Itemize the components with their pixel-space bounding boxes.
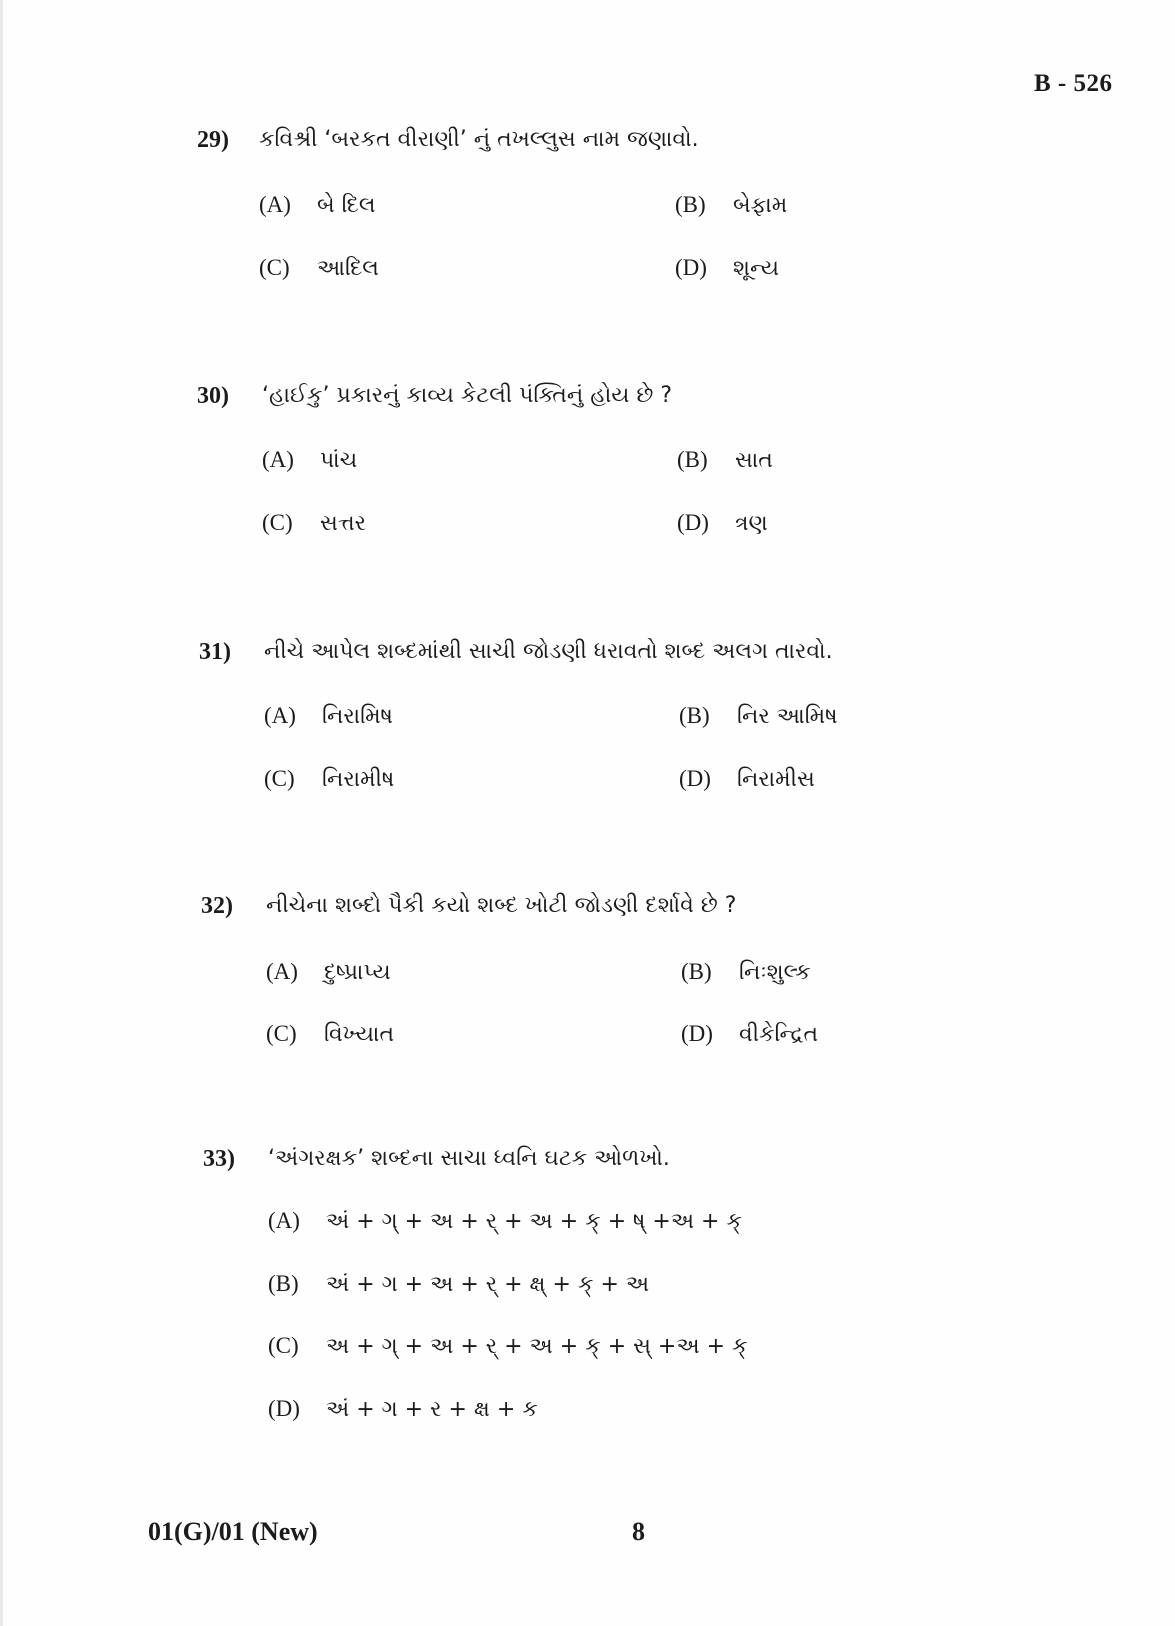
question-31-text: નીચે આપેલ શબ્દમાંથી સાચી જોડણી ધરાવતો શબ્દ અલગ તારવો. bbox=[264, 639, 833, 664]
paper-code-header: B - 526 bbox=[1034, 70, 1113, 97]
question-30-option-c bbox=[262, 510, 366, 536]
option-text: શૂન્ય bbox=[733, 256, 780, 281]
option-text: વિખ્યાત bbox=[324, 1022, 395, 1047]
option-label: (D) bbox=[677, 510, 709, 535]
question-33-option-d bbox=[268, 1396, 538, 1422]
option-text: દુષ્પ્રાપ્ય bbox=[324, 960, 391, 985]
option-label: (B) bbox=[677, 447, 708, 472]
option-label: (A) bbox=[266, 959, 298, 984]
option-text: નિઃશુલ્ક bbox=[739, 960, 811, 985]
option-label: (B) bbox=[681, 959, 712, 984]
option-label: (A) bbox=[262, 447, 294, 472]
question-30-option-a bbox=[262, 447, 357, 473]
paper-code-footer: 01(G)/01 (New) bbox=[148, 1517, 318, 1546]
question-30-option-b bbox=[677, 447, 773, 473]
option-label: (D) bbox=[679, 766, 711, 791]
question-29-text: કવિશ્રી ‘બરકત વીરાણી’ નું તખલ્લુસ નામ જણાવો. bbox=[259, 127, 699, 152]
option-text: બે દિલ bbox=[317, 193, 376, 218]
question-29-number: 29) bbox=[197, 127, 229, 153]
option-label: (C) bbox=[268, 1333, 299, 1358]
option-text: નિરામીષ bbox=[322, 767, 395, 792]
option-text: નિર આમિષ bbox=[737, 704, 838, 729]
option-text: નિરામિષ bbox=[322, 704, 393, 729]
option-label: (C) bbox=[262, 510, 293, 535]
question-29-option-c bbox=[259, 255, 379, 281]
option-text: ત્રણ bbox=[735, 511, 768, 536]
option-text: બેફામ bbox=[733, 193, 788, 218]
question-29-option-d bbox=[675, 255, 779, 281]
question-33-option-a bbox=[268, 1208, 742, 1234]
option-label: (A) bbox=[259, 192, 291, 217]
question-33-text: ‘અંગરક્ષક’ શબ્દના સાચા ધ્વનિ ઘટક ઓળખો. bbox=[268, 1146, 670, 1171]
question-31-number: 31) bbox=[199, 639, 231, 665]
question-31-option-d bbox=[679, 766, 815, 792]
option-label: (B) bbox=[268, 1271, 299, 1296]
option-label: (B) bbox=[679, 703, 710, 728]
question-29-option-a bbox=[259, 192, 376, 218]
option-text: નિરામીસ bbox=[737, 767, 815, 792]
question-29-option-b bbox=[675, 192, 787, 218]
option-text: સાત bbox=[735, 448, 773, 473]
option-text: અં + ગ્ + અ + ર્ + અ + ક્ + ષ્ +અ + ક્ bbox=[326, 1209, 743, 1234]
question-31-option-c bbox=[264, 766, 394, 792]
question-31-option-a bbox=[264, 703, 393, 729]
question-32-number: 32) bbox=[201, 893, 233, 919]
question-31-option-b bbox=[679, 703, 838, 729]
question-32-option-b bbox=[681, 959, 811, 985]
option-label: (A) bbox=[264, 703, 296, 728]
question-30-number: 30) bbox=[197, 383, 229, 409]
option-label: (B) bbox=[675, 192, 706, 217]
option-text: આદિલ bbox=[317, 256, 379, 281]
option-text: અં + ગ + ર + ક્ષ + ક bbox=[326, 1397, 538, 1422]
option-label: (C) bbox=[266, 1021, 297, 1046]
option-text: સત્તર bbox=[320, 511, 367, 536]
option-label: (D) bbox=[268, 1396, 300, 1421]
question-32-option-a bbox=[266, 959, 391, 985]
page-number: 8 bbox=[632, 1517, 645, 1546]
option-text: અ + ગ્ + અ + ર્ + અ + ક્ + સ્ +અ + ક્ bbox=[326, 1334, 748, 1359]
question-33-option-b bbox=[268, 1271, 649, 1297]
option-label: (C) bbox=[259, 255, 290, 280]
question-32-option-c bbox=[266, 1021, 394, 1047]
question-32-text: નીચેના શબ્દો પૈકી કયો શબ્દ ખોટી જોડણી દર્શાવે છે ? bbox=[266, 893, 737, 918]
option-label: (A) bbox=[268, 1208, 300, 1233]
question-33-option-c bbox=[268, 1333, 748, 1359]
question-32-option-d bbox=[681, 1021, 818, 1047]
question-33-number: 33) bbox=[203, 1146, 235, 1172]
option-text: વીકેન્દ્રિત bbox=[739, 1022, 819, 1047]
option-text: પાંચ bbox=[320, 448, 358, 473]
question-30-option-d bbox=[677, 510, 768, 536]
option-label: (C) bbox=[264, 766, 295, 791]
option-text: અં + ગ + અ + ર્ + ક્ષ્ + ક્ + અ bbox=[326, 1272, 650, 1297]
option-label: (D) bbox=[675, 255, 707, 280]
option-label: (D) bbox=[681, 1021, 713, 1046]
question-30-text: ‘હાઈકુ’ પ્રકારનું કાવ્ય કેટલી પંક્તિનું હોય છે ? bbox=[262, 383, 673, 408]
